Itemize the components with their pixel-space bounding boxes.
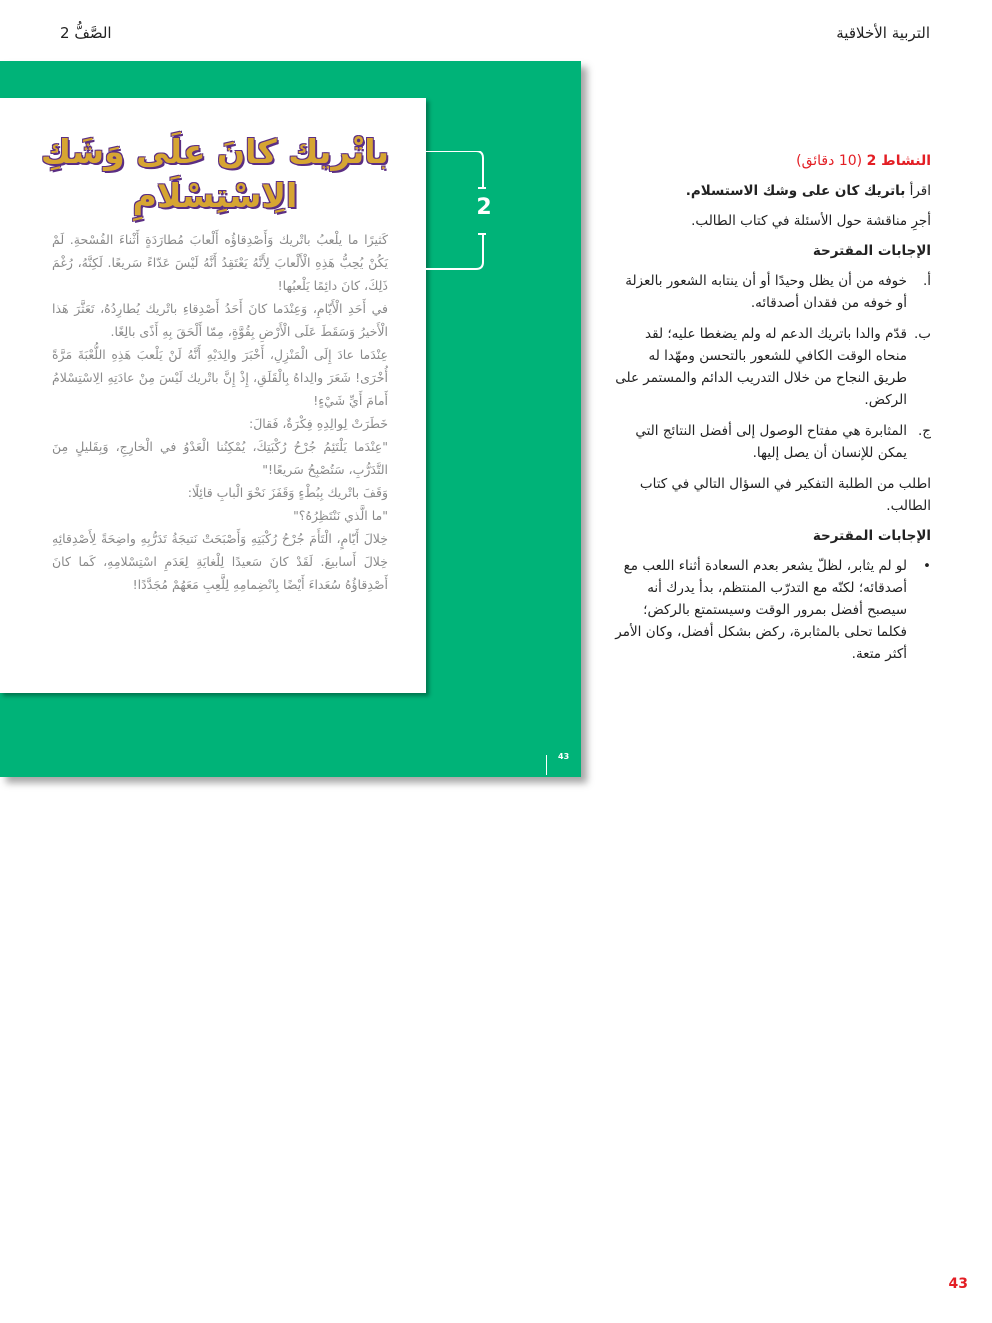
page-number: 43 [948,1276,968,1292]
answer-item [615,420,931,464]
answer-item [615,323,931,411]
book-page-number: 43 [558,752,570,761]
story-paragraph: "ما الَّذي نَنْتَظِرُهُ؟" [293,508,388,523]
activity-time: (10 دقائق) [796,153,863,169]
story-title-line-1: باتْريك كانَ علَى وَشَكِ [40,132,390,171]
story-paragraph: خَطَرَتْ لِوالِدِهِ فِكْرَةٌ، فَقالَ: [249,416,388,431]
bullet-item [615,555,931,665]
story-paragraph: كَثيرًا ما يلْعبُ باتْريك وَأَصْدِقاؤُه أَلْعابَ مُطارَدَةٍ أَثْناءَ الفُسْحةِ. لَمْ يَكُنْ يُحِبُّ هَذِهِ الْأَلْعابَ لِأَنَّهُ يَعْتَقِدُ أَنَّهُ لَيْسَ عَدّاءً سَريعًا. لَكِنَّهُ، رُغْمَ ذَلِكَ، كانَ دائِمًا يَلْعبُها! [52,232,388,293]
answers-heading: الإجابات المقترحة [812,243,931,259]
bullet-icon: • [923,558,931,574]
story-paragraph: وَقَفَ باتْريك بِبُطْءٍ وَقَفَزَ نَحْوَ الْبابِ قائِلًا: [187,485,388,500]
discussion-instruction: أجرِ مناقشة حول الأسئلة في كتاب الطالب. [691,213,931,229]
story-title [40,130,390,218]
grade-label: الصَّفُّ 2 [60,24,112,42]
answer-text: المثابرة هي مفتاح الوصول إلى أفضل النتائج التي يمكن للإنسان أن يصل إليها. [635,423,907,461]
answers-heading: الإجابات المقترحة [812,528,931,544]
story-title-line-2: الِاسْتِسْلَامِ [132,176,298,215]
story-text [52,228,388,596]
story-paragraph: عِنْدَما عادَ إِلَى الْمَنْزِلِ، أَخْبَرَ والِدَيْهِ أَنَّهُ لَنْ يَلْعبَ هَذِهِ اللُّعْبَةَ مَرَّةً أُخْرَى! شَعَرَ والِداهُ بِالْقَلَقِ، إِذْ إِنَّ باتْريك لَيْسَ مِنْ عادَتِهِ الِاسْتِسْلامُ أَمامَ أَيِّ شَيْءٍ! [52,347,388,408]
answer-text: قدّم والدا باتريك الدعم له ولم يضغطا عليه؛ لقد منحاه الوقت الكافي للشعور بالتحسن ومهّدا له طريق النجاح من خلال التدريب الدائم والمستمر على الركض. [615,326,907,408]
read-prefix: اقرأ [909,183,931,199]
student-book-page [0,61,581,777]
answer-text: خوفه من أن يظل وحيدًا أو أن ينتابه الشعور بالعزلة أو خوفه من فقدان أصدقائه. [625,273,907,311]
story-card [0,98,426,693]
read-instruction [615,180,931,202]
answers-list [615,270,931,464]
story-paragraph: "عِنْدَما يَلْتَئِمُ جُرْحُ رُكْبَتِكَ، يُمْكِنُنا الْعَدْوُ في الْخارِجِ، وَبِقَليلٍ مِنَ التَّدَرُّبِ، سَتُصْبِحُ سَريعًا!" [52,439,388,477]
page-divider [546,755,547,775]
reflection-instruction: اطلب من الطلبة التفكير في السؤال التالي في كتاب الطالب. [639,476,931,514]
bullet-text: لو لم يثابر، لظلّ يشعر بعدم السعادة أثناء اللعب مع أصدقائه؛ لكنّه مع التدرّب المنتظم، بدأ يدرك أنه سيصبح أفضل بمرور الوقت وسيستمتع بالركض؛ فكلما تحلى بالمثابرة، ركض بشكل أفضل، وكان الأمر أكثر متعة. [615,558,907,662]
story-paragraph: في أَحَدِ الْأَيّامِ، وَعِنْدَما كانَ أَحَدُ أَصْدِقاءِ باتْريك يُطارِدُهُ، تَعَثَّرَ هَذا الْأَخيرُ وَسَقَطَ عَلَى الْأَرْضِ بِقُوَّةٍ، مِمّا أَلْحَقَ بِهِ أَذًى بالِغًا. [52,301,388,339]
subject-title: التربية الأخلاقية [836,24,930,42]
read-story-title: باتريك كان على وشك الاستسلام. [685,183,906,199]
answer-marker: أ. [922,273,931,289]
teacher-guide [615,150,931,665]
answer-marker: ب. [913,326,931,342]
answer-item [615,270,931,314]
activity-heading [615,150,931,172]
story-paragraph: خِلالَ أَيّامٍ، الْتَأَمَ جُرْحُ رُكْبَتِهِ وَأَصْبَحَتْ نَتيجَةُ تَدَرُّبِهِ واضِحَةً لِأَصْدِقائِهِ خِلالَ أَسابيعَ. لَقَدْ كانَ سَعيدًا لِلْغايَةِ لِعَدَمِ اسْتِسْلامِهِ، كَما كانَ أَصْدِقاؤُهُ سُعَداءَ أَيْضًا بِانْضِمامِهِ لِلَّعِبِ مَعَهُمْ مُجَدَّدًا! [52,531,388,592]
answer-marker: ج. [917,423,931,439]
activity-label: النشاط 2 [866,153,931,169]
lesson-number: 2 [476,195,492,220]
